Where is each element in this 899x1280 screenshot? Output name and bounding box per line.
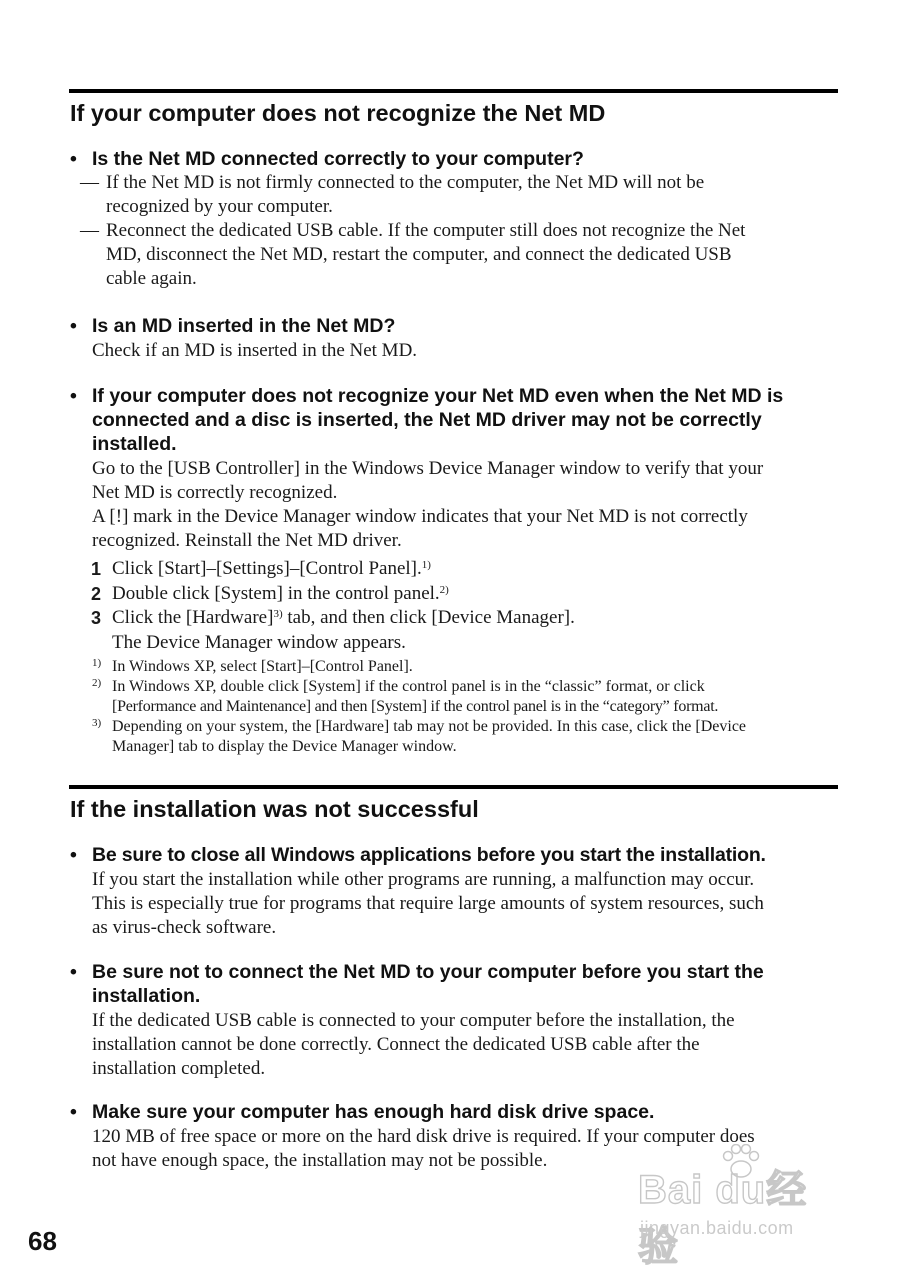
bullet: • [70, 961, 77, 983]
footnote-3: 3) Depending on your system, the [Hardware] tab may not be provided. In this case, click the [Device Manager] tab to display the Device Manager window. [70, 717, 840, 757]
watermark-brand: Bai du经验 [638, 1168, 808, 1269]
footnote-ref: 1) [421, 559, 431, 571]
item-question: • If your computer does not recognize your Net MD even when the Net MD is connected and a disc is inserted, the Net MD driver may not be correctly installed. [70, 385, 784, 455]
dash-item: — If the Net MD is not firmly connected to the computer, the Net MD will not be recognized by your computer. [80, 172, 705, 217]
bullet: • [70, 844, 77, 866]
footnote-2: 2) In Windows XP, double click [System] if the control panel is in the “classic” format, or click [Performance and Maintenance] and then [System] if the control panel is in the “category” format. [70, 677, 840, 717]
bullet: • [70, 148, 77, 170]
watermark-site: jingyan.baidu.com [640, 1218, 794, 1238]
step-1: 1 Click [Start]–[Settings]–[Control Panel].$^{1)}$ [70, 557, 840, 582]
section-heading-recognize: If your computer does not recognize the Net MD [70, 100, 606, 126]
baidu-watermark [638, 1140, 848, 1269]
item-body: If the dedicated USB cable is connected to your computer before the installation, the installation cannot be done correctly. Connect the dedicated USB cable after the installation completed. [92, 1010, 735, 1079]
troubleshoot-item-md-inserted [70, 314, 840, 363]
item-body: If you start the installation while other programs are running, a malfunction may occur. This is especially true for programs that require large amounts of system resources, such as virus-check software. [92, 869, 764, 938]
bullet: • [70, 385, 77, 407]
step-number: 3 [91, 608, 102, 628]
item-question: • Be sure not to connect the Net MD to your computer before you start the installation. [70, 961, 764, 1007]
step-number: 2 [91, 583, 102, 604]
item-question: • Is the Net MD connected correctly to your computer? [70, 148, 584, 170]
section-rule [69, 89, 838, 93]
item-question: • Make sure your computer has enough hard disk drive space. [70, 1101, 655, 1123]
item-body: Go to the [USB Controller] in the Windows Device Manager window to verify that your Net MD is correctly recognized. A [!] mark in the Device Manager window indicates that your Net MD is not correctly recognized. Reinstall the Net MD driver. [92, 458, 764, 551]
step-3-result: The Device Manager window appears. [112, 631, 406, 653]
footnote-mark: 2) [92, 676, 102, 689]
section-heading-installation: If the installation was not successful [70, 796, 479, 822]
dash-mark: — [80, 172, 99, 193]
troubleshoot-item-connection [70, 147, 840, 291]
bullet: • [70, 1101, 77, 1123]
install-item-close-apps [70, 843, 840, 940]
footnote-mark: 1) [92, 656, 102, 669]
dash-mark: — [80, 220, 99, 241]
footnote-mark: 3) [92, 716, 102, 729]
item-question: • Be sure to close all Windows applications before you start the installation. [70, 844, 766, 866]
section-rule [69, 785, 838, 789]
page-number: 68 [28, 1226, 57, 1256]
install-item-do-not-connect [70, 960, 840, 1081]
footnote-ref: 3) [273, 608, 283, 620]
troubleshoot-item-driver [70, 384, 840, 757]
item-body: 120 MB of free space or more on the hard disk drive is required. If your computer does not have enough space, the installation may not be possible. [92, 1126, 755, 1171]
dash-item: — Reconnect the dedicated USB cable. If the computer still does not recognize the Net MD, disconnect the Net MD, restart the computer, and connect the dedicated USB cable again. [80, 220, 746, 289]
item-question: • Is an MD inserted in the Net MD? [70, 315, 396, 337]
item-body: Check if an MD is inserted in the Net MD. [92, 340, 418, 361]
step-2: 2 Double click [System] in the control panel.$^{2)}$ [70, 582, 840, 607]
bullet: • [70, 315, 77, 337]
footnote-ref: 2) [439, 583, 449, 596]
step-number: 1 [91, 559, 102, 579]
step-3: 3 Click the [Hardware]$^{3)}$ tab, and then click [Device Manager]. [70, 606, 840, 631]
footnote-1: 1) In Windows XP, select [Start]–[Control Panel]. [70, 657, 840, 677]
